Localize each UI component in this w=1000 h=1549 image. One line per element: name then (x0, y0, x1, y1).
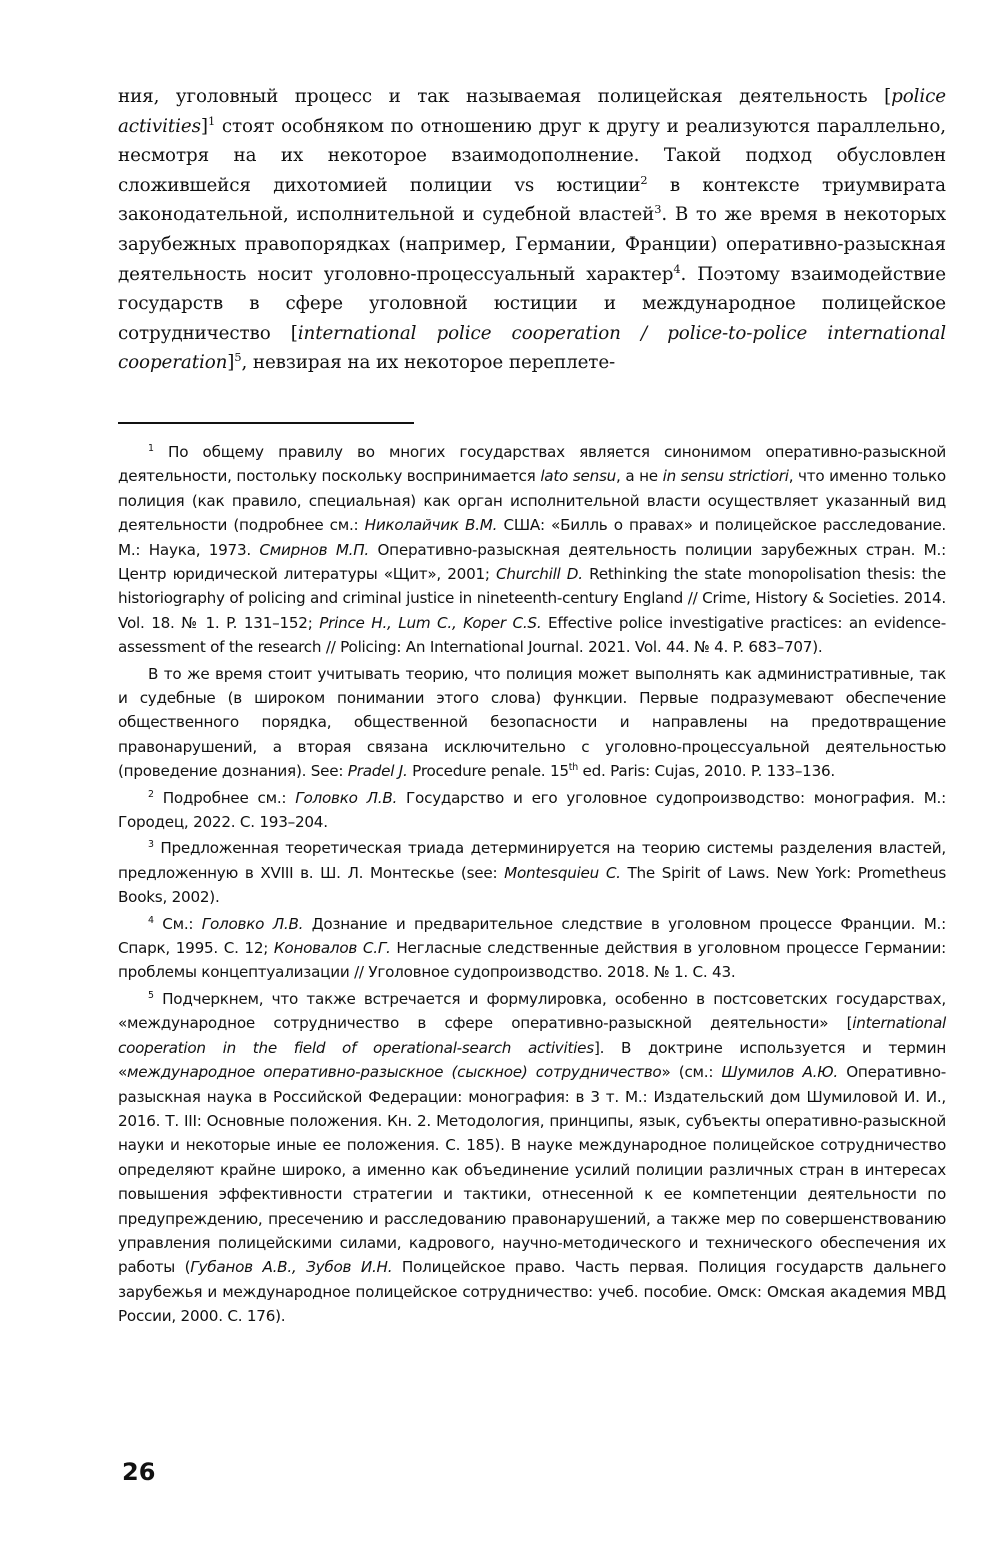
text-run: . Поэтому взаимодействие государств в сфере уголовной юстиции и международное полицейское сотрудничество [ (118, 263, 947, 344)
text-run: Полицейское право. Часть первая. Полиция государств дальнего зарубежья и международное полицейское сотрудничество: учеб. пособие. Омск: Омская академия МВД России, 2000. С. 176). (118, 1258, 947, 1326)
text-run: » (см.: (661, 1063, 722, 1082)
italic-text: Губанов А.В., Зубов И.Н. (190, 1258, 393, 1277)
italic-text: police activities (118, 86, 946, 137)
superscript-mark: 4 (673, 261, 681, 276)
text-run: ]. В доктрине используется и термин « (118, 1038, 946, 1082)
footnote (118, 987, 946, 1329)
text-run: , что именно только полиция (как правило, специальная) как орган исполнительной власти осуществляет указанный вид деятельности (подробнее см.: (118, 467, 946, 535)
page-number: 26 (122, 1458, 156, 1486)
text-run: Предложенная теоретическая триада детерминируется на теорию системы разделения властей, предложенную в XVIII в. Ш. Л. Монтескье (see: (118, 839, 946, 882)
text-run: ed. Paris: Cujas, 2010. P. 133–136. (577, 762, 835, 781)
footnote-number: 5 (148, 989, 154, 1001)
italic-text: международное оперативно-разыскное (сыскное) сотрудничество (127, 1063, 662, 1082)
text-run: Rethinking the state monopolisation thesis: the historiography of policing and criminal justice in nineteenth-century England // Crime, History & Societies. 2014. Vol. 18. № 1. P. 131–152; (118, 564, 946, 632)
text-run: Оперативно-разыскная деятельность полиции зарубежных стран. М.: Центр юридической литературы «Щит», 2001; (118, 540, 946, 583)
text-run: Негласные следственные действия в уголовном процессе Германии: проблемы концептуализации // Уголовное судопроизводство. 2018. № 1. С. 43. (118, 939, 946, 982)
text-run: Подчеркнем, что также встречается и формулировка, особенно в постсоветских государствах, «международное сотрудничество в сфере оперативно-разыскной деятельности» [ (118, 989, 946, 1033)
footnote (118, 836, 946, 909)
footnote (118, 662, 946, 784)
text-run: , а не (616, 467, 663, 486)
italic-text: lato sensu (540, 467, 616, 486)
text-run: стоят особняком по отношению друг к другу и реализуются параллельно, несмотря на их некоторое взаимодополнение. Такой подход обусловлен сложившейся дихотомией полиции vs юстиции (118, 115, 946, 196)
footnote-number: 2 (148, 788, 154, 800)
italic-text: Смирнов М.П. (259, 540, 370, 559)
footnote-number: 1 (148, 442, 154, 454)
superscript-mark: th (568, 762, 578, 774)
text-run: Procedure penale. 15 (407, 762, 569, 781)
superscript-mark: 5 (234, 350, 242, 365)
text-run: Оперативно-разыскная наука в Российской Федерации: монография: в 3 т. М.: Издательский дом Шумиловой И. И., 2016. Т. III: Основные положения. Кн. 2. Методология, принципы, язык, субъекты оперативно-разыскной науки и некоторые иные ее положения. С. 185). В науке международное полицейское сотрудничество определяют крайне широко, а именно как объединение усилий полиции различных стран в интересах повышения эффективности стратегии и тактики, отнесенной к ее компетенции деятельности по предупреждению, пресечению и расследованию правонарушений, а также мер по совершенствованию управления полицейскими силами, кадрового, научно-методического и технического обеспечения их работы ( (118, 1063, 947, 1277)
italic-text: Шумилов А.Ю. (721, 1063, 838, 1082)
text-run: Дознание и предварительное следствие в уголовном процессе Франции. М.: Спарк, 1995. С. 12; (118, 914, 947, 958)
text-run: Effective police investigative practices: an evidence-assessment of the research // Policing: An International Journal. 2021. Vol. 44. № 4. P. 683–707). (118, 613, 946, 657)
text-run: См.: (162, 914, 202, 933)
italic-text: in sensu strictiori (662, 467, 789, 486)
text-run: , невзирая на их некоторое переплете- (241, 352, 616, 374)
footnotes-section (118, 440, 946, 1329)
superscript-mark: 1 (207, 113, 216, 128)
text-run: . В то же время в некоторых зарубежных правопорядках (например, Германии, Франции) оперативно-разыскная деятельность носит уголовно-процессуальный характер (118, 204, 946, 285)
italic-text: international cooperation in the field of operational-search activities (118, 1014, 946, 1057)
text-run: США: «Билль о правах» и полицейское расследование. М.: Наука, 1973. (118, 516, 946, 559)
footnote (118, 786, 946, 835)
text-run: ] (200, 115, 208, 137)
footnote-separator (118, 422, 414, 424)
page-content (118, 82, 946, 1331)
text-run: Государство и его уголовное судопроизводство: монография. М.: Городец, 2022. С. 193–204. (118, 788, 946, 832)
italic-text: Николайчик В.М. (364, 516, 498, 535)
footnote (118, 912, 946, 985)
superscript-mark: 2 (640, 172, 648, 187)
text-run: ния, уголовный процесс и так называемая полицейская деятельность [ (118, 86, 892, 107)
text-run: Подробнее см.: (162, 788, 296, 807)
italic-text: Churchill D. (496, 564, 583, 583)
footnote (118, 440, 946, 660)
text-run: The Spirit of Laws. New York: Prometheus Books, 2002). (118, 863, 946, 907)
footnote-number: 4 (148, 914, 154, 926)
italic-text: Montesquieu C. (504, 863, 621, 882)
italic-text: Головко Л.В. (201, 914, 304, 933)
superscript-mark: 3 (654, 202, 662, 217)
text-run: По общему правилу во многих государствах является синонимом оперативно-разыскной деятельности, постольку поскольку воспринимается (118, 442, 947, 486)
italic-text: Головко Л.В. (295, 788, 398, 807)
italic-text: Prince H., Lum C., Koper C.S. (319, 613, 542, 632)
body-paragraph (118, 82, 946, 378)
text-run: в контексте триумвирата законодательной, исполнительной и судебной властей (118, 174, 946, 226)
italic-text: Коновалов С.Г. (273, 939, 391, 958)
footnote-number: 3 (148, 839, 154, 851)
text-run: В то же время стоит учитывать теорию, что полиция может выполнять как административные, так и судебные (в широком понимании этого слова) функции. Первые подразумевают обеспечение общественного порядка, общественной безопасности и направлены на предотвращение правонарушений, а вторая связана исключительно с уголовно-процессуальной деятельностью (проведение дознания). See: (118, 664, 946, 781)
italic-text: Pradel J. (347, 762, 408, 781)
text-run: ] (227, 352, 235, 374)
italic-text: international police cooperation / police-to-police international cooperation (118, 322, 946, 374)
